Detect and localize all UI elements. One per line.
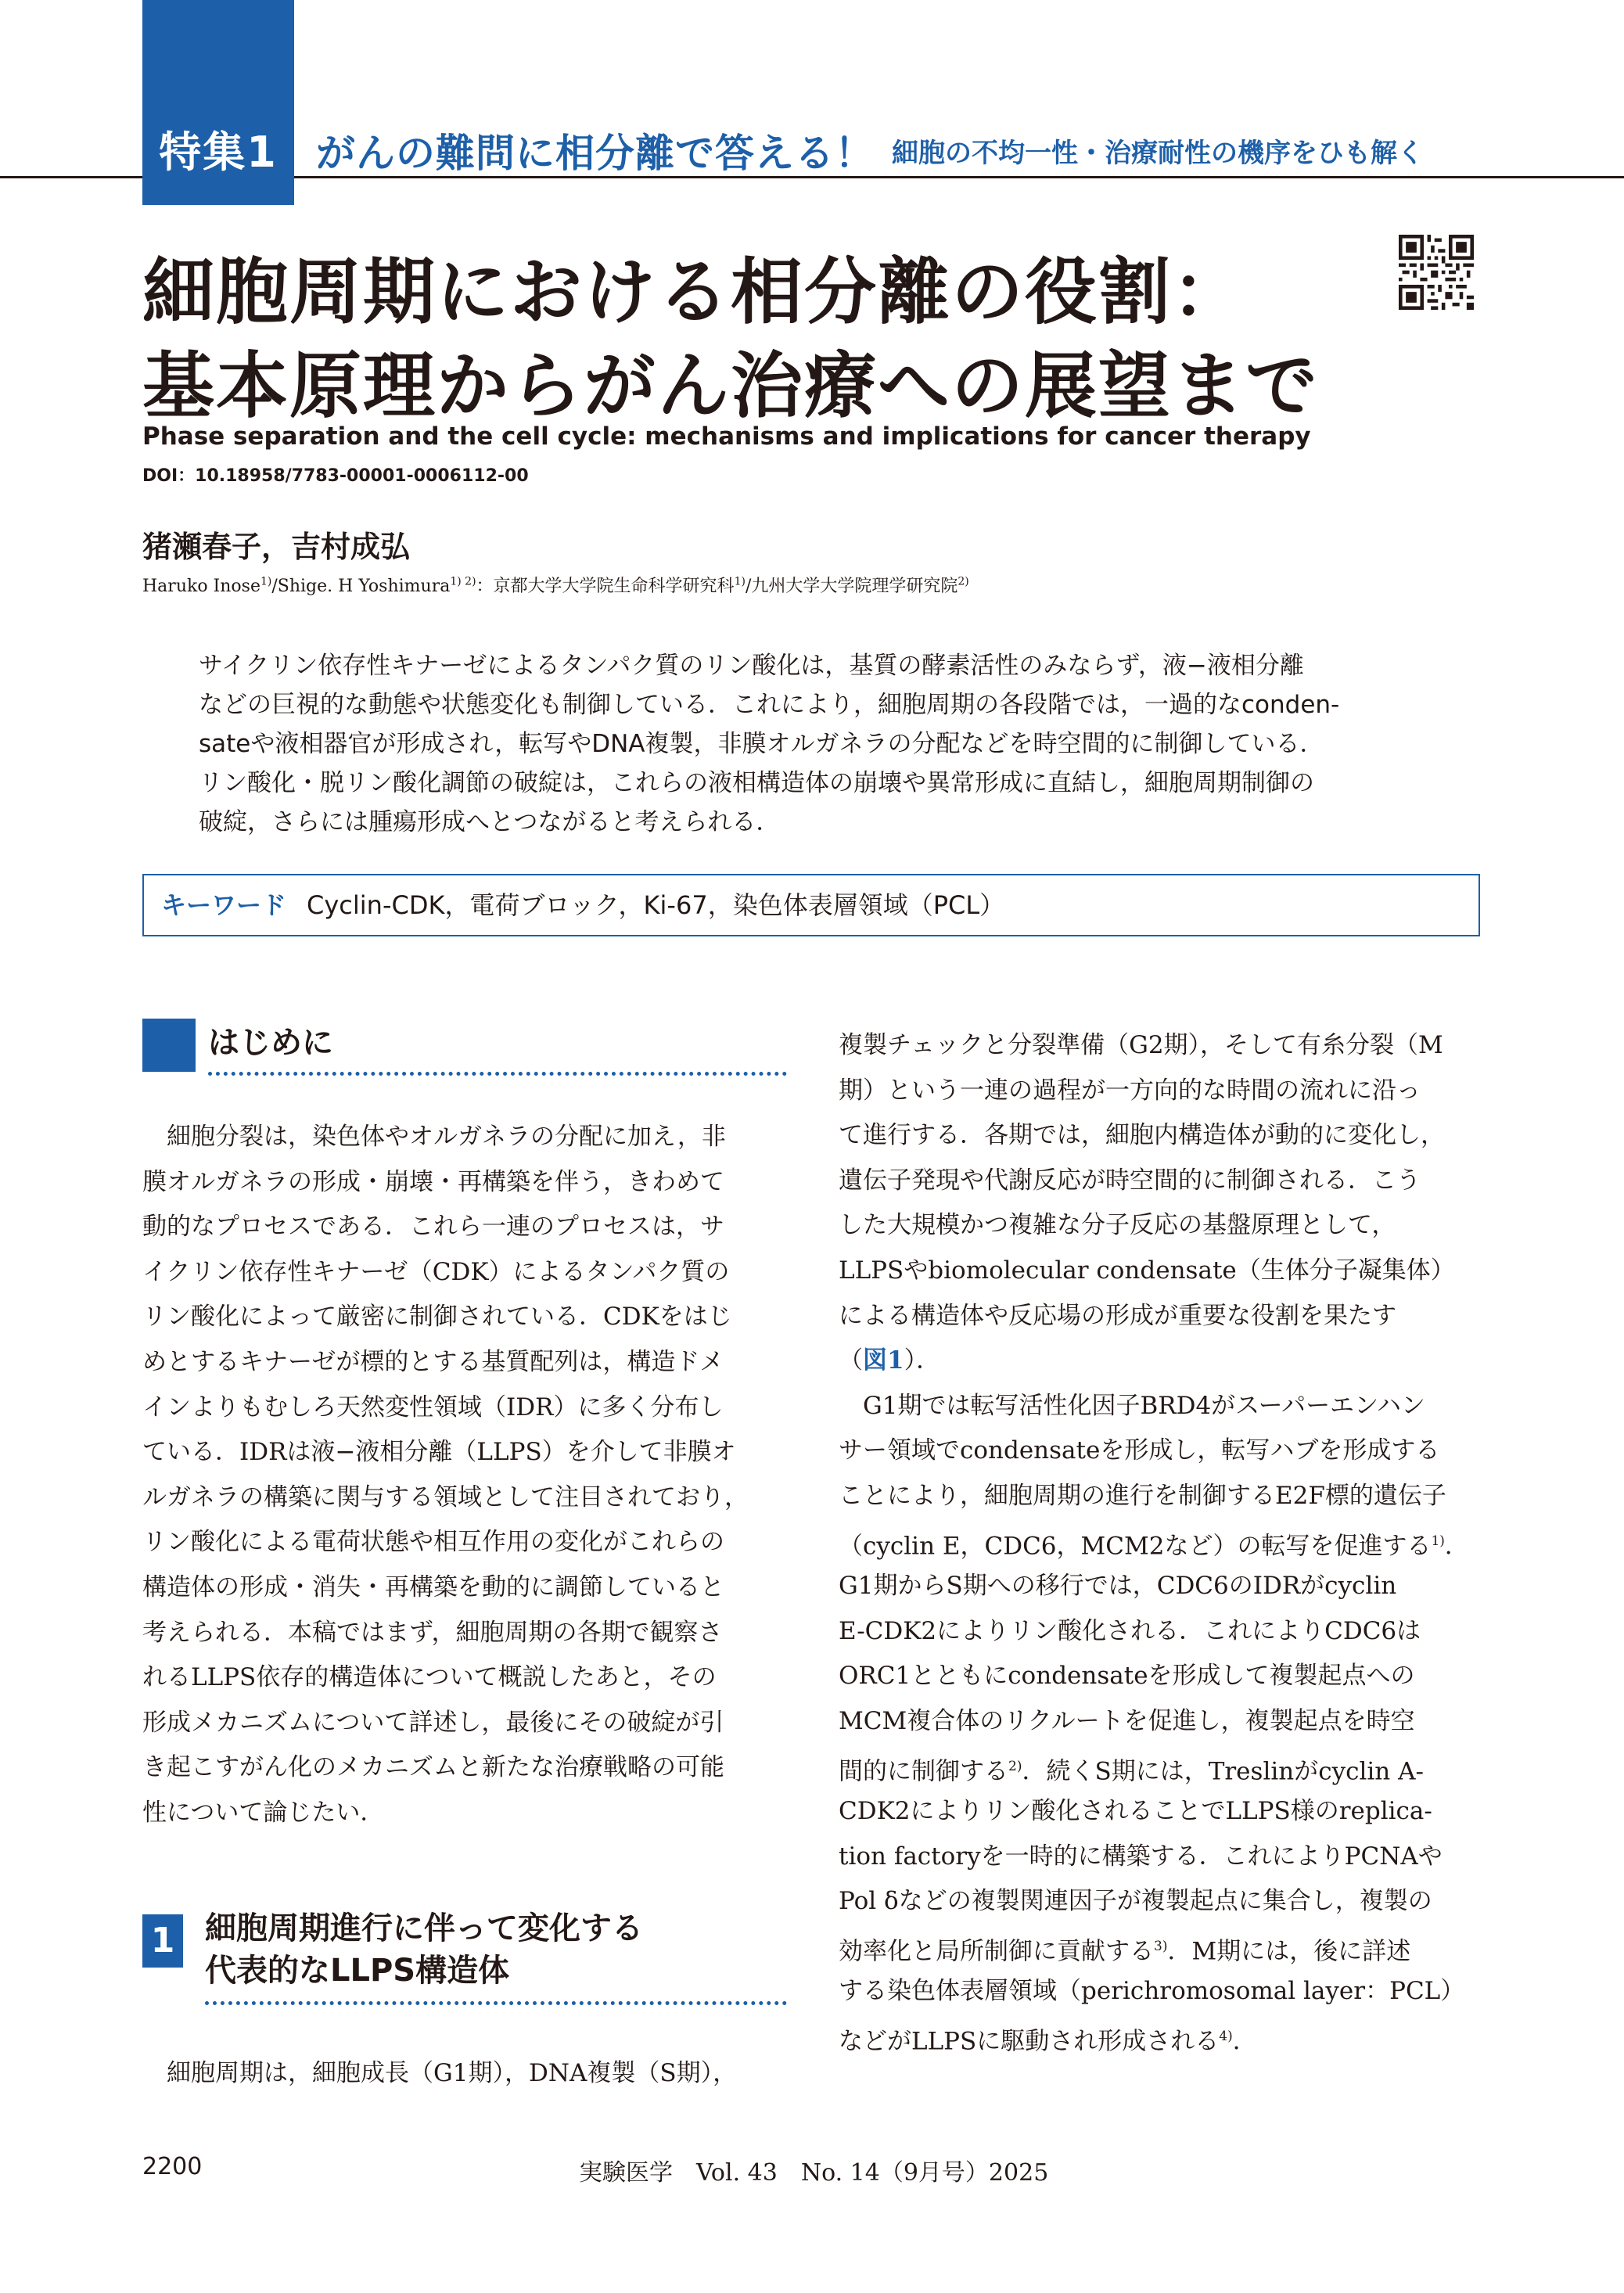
intro-paragraph [142,1115,792,1836]
text-line: 形成メカニズムについて詳述し，最後にその破綻が引 [142,1708,724,1737]
article-title-line-2: 基本原理からがん治療への展望まで [142,344,1320,428]
text-fragment: ．続くS期には，Treslinがcyclin A- [1022,1756,1424,1785]
section-marker-square [142,1019,196,1072]
text-line: CDK2によりリン酸化されることでLLPS様のreplica- [839,1797,1432,1826]
figure-1-link[interactable]: 図1 [863,1346,904,1375]
right-column-text [839,1023,1488,2060]
text-line [839,1339,1488,1384]
text-line: LLPSやbiomolecular condensate（生体分子凝集体） [839,1256,1455,1285]
text-line [839,1925,1488,1970]
text-line: イクリン依存性キナーゼ（CDK）によるタンパク質の [142,1257,730,1286]
text-line: した大規模かつ複雑な分子反応の基盤原理として， [839,1211,1396,1240]
doi[interactable]: DOI：10.18958/7783-00001-0006112-00 [142,466,529,486]
authors-japanese: 猪瀬春子，吉村成弘 [142,530,411,564]
text-line: 複製チェックと分裂準備（G2期），そして有糸分裂（M [839,1031,1443,1059]
abstract-line: リン酸化・脱リン酸化調節の破綻は，これらの液相構造体の崩壊や異常形成に直結し，細胞周期制御の [199,769,1314,797]
text-line: 細胞分裂は，染色体やオルガネラの分配に加え，非 [142,1123,726,1151]
text-line: リン酸化によって厳密に制御されている．CDKをはじ [142,1303,732,1332]
text-fragment: （ [839,1346,863,1375]
page-number: 2200 [142,2153,203,2180]
abstract-line: サイクリン依存性キナーゼによるタンパク質のリン酸化は，基質の酵素活性のみならず，液−液相分離 [199,652,1304,680]
text-fragment: ）． [904,1346,941,1375]
text-line: ルガネラの構築に関与する領域として注目されており， [142,1483,749,1511]
keyword-list: Cyclin-CDK，電荷ブロック，Ki-67，染色体表層領域（PCL） [307,890,1005,920]
text-line: ことにより，細胞周期の進行を制御するE2F標的遺伝子 [839,1481,1446,1510]
feature-tab: 特集1 [142,0,294,205]
journal-info: 実験医学 Vol. 43 No. 14（9月号）2025 [579,2159,1049,2187]
section-underline-dots [208,1072,787,1076]
reference-sup[interactable]: 2) [1008,1758,1022,1774]
text-line: サー領域でcondensateを形成し，転写ハブを形成する [839,1436,1440,1465]
text-line: E-CDK2によりリン酸化される．これによりCDC6は [839,1616,1421,1645]
text-line: て進行する．各期では，細胞内構造体が動的に変化し， [839,1121,1445,1150]
section1-paragraph [142,2051,792,2097]
section-title-1-line-1: 細胞周期進行に伴って変化する [205,1910,643,1946]
author-name-1: Haruko Inose [142,577,260,596]
abstract-line: などの巨視的な動態や状態変化も制御している．これにより，細胞周期の各段階では，一過的なconden- [199,691,1340,719]
section-title-intro: はじめに [208,1025,333,1061]
affiliation-1: ：京都大学大学院生命科学研究科 [476,577,735,596]
abstract [199,646,1435,842]
text-line: 動的なプロセスである．これら一連のプロセスは，サ [142,1213,724,1242]
authors-english [142,573,969,597]
article-title-english: Phase separation and the cell cycle: mechanisms and implications for cancer therapy [142,422,1311,451]
text-fragment: （cyclin E，CDC6，MCM2など）の転写を促進する [839,1531,1432,1560]
author-sup-2: 1) 2) [450,575,476,588]
text-line: Pol δなどの複製関連因子が複製起点に集合し，複製の [839,1887,1432,1916]
author-name-2: /Shige. H Yoshimura [271,577,451,596]
text-line: する染色体表層領域（perichromosomal layer：PCL） [839,1977,1465,2006]
text-line [839,1745,1488,1790]
section-number: 1 [142,1914,183,1968]
text-line: めとするキナーゼが標的とする基質配列は，構造ドメ [142,1347,724,1376]
text-line [839,1519,1488,1565]
section-underline-dots [205,2001,787,2005]
section-title-1-line-2: 代表的なLLPS構造体 [205,1953,510,1989]
text-line: 膜オルガネラの形成・崩壊・再構築を伴う，きわめて [142,1167,724,1196]
text-line: インよりもむしろ天然変性領域（IDR）に多く分布し [142,1393,724,1421]
abstract-line: sateや液相器官が形成され，転写やDNA複製，非膜オルガネラの分配などを時空間的に制御している． [199,730,1324,758]
text-line: き起こすがん化のメカニズムと新たな治療戦略の可能 [142,1753,724,1782]
text-line: ている．IDRは液−液相分離（LLPS）を介して非膜オ [142,1438,736,1467]
affiliation-sup-2: 2) [958,575,969,588]
author-sup-1: 1) [260,575,272,588]
reference-sup[interactable]: 4) [1219,2029,1233,2045]
keyword-box [142,874,1480,936]
affiliation-sup-1: 1) [734,575,746,588]
article-title-line-1: 細胞周期における相分離の役割： [142,250,1246,334]
feature-subtitle: 細胞の不均一性・治療耐性の機序をひも解く [892,138,1424,169]
text-fragment: などがLLPSに駆動され形成される [839,2027,1220,2056]
text-line: G1期からS期への移行では，CDC6のIDRがcyclin [839,1572,1397,1601]
text-line: ORC1とともにcondensateを形成して複製起点への [839,1662,1415,1691]
qr-code-icon[interactable] [1399,235,1474,310]
text-line: G1期では転写活性化因子BRD4がスーパーエンハン [839,1391,1425,1420]
reference-sup[interactable]: 3) [1154,1938,1168,1954]
reference-sup[interactable]: 1) [1431,1533,1445,1549]
text-line: 細胞周期は，細胞成長（G1期），DNA複製（S期）， [142,2059,738,2087]
text-line: れるLLPS依存的構造体について概説したあと，その [142,1663,717,1692]
text-fragment: 効率化と局所制御に貢献する [839,1937,1154,1966]
text-line: 遺伝子発現や代謝反応が時空間的に制御される．こう [839,1166,1421,1195]
text-line: による構造体や反応場の形成が重要な役割を果たす [839,1301,1396,1330]
text-line: 性について論じたい． [142,1798,385,1827]
text-fragment: 間的に制御する [839,1756,1008,1785]
text-fragment: ． [1232,2027,1257,2056]
text-line: 期）という一連の過程が一方向的な時間の流れに沿っ [839,1076,1421,1105]
text-fragment: ．M期には，後に詳述 [1167,1937,1411,1966]
keyword-label: キーワード [161,890,287,920]
text-fragment: ． [1444,1531,1469,1560]
text-line: リン酸化による電荷状態や相互作用の変化がこれらの [142,1528,724,1557]
text-line: 構造体の形成・消失・再構築を動的に調節していると [142,1572,724,1601]
affiliation-2: /九州大学大学院理学研究院 [745,577,958,596]
text-line: 考えられる．本稿ではまず，細胞周期の各期で観察さ [142,1618,723,1647]
text-line: tion factoryを一時的に構築する．これによりPCNAや [839,1842,1443,1871]
feature-title: がんの難問に相分離で答える！ [316,131,875,176]
text-line [839,2014,1488,2060]
abstract-line: 破綻，さらには腫瘍形成へとつながると考えられる． [199,808,781,836]
text-line: MCM複合体のリクルートを促進し，複製起点を時空 [839,1706,1415,1735]
